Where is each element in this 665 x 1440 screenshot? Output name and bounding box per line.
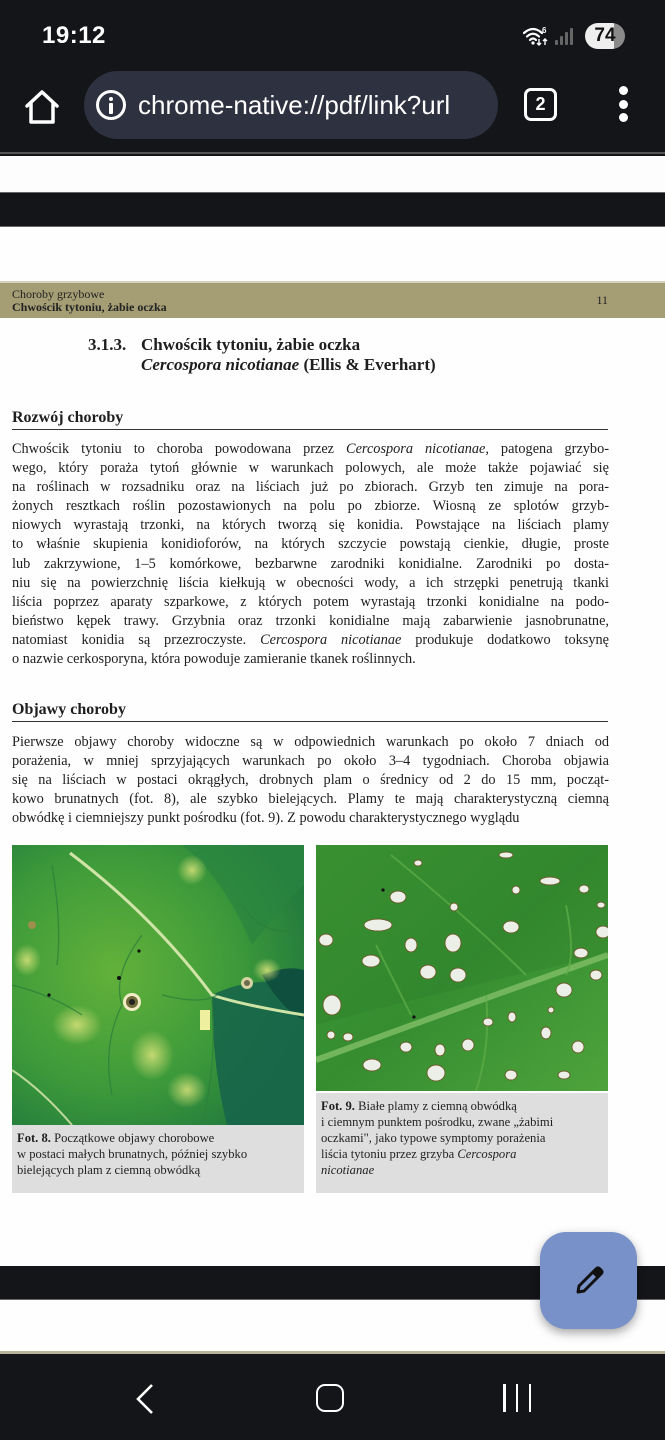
caption-line <box>321 1114 603 1130</box>
page-separator <box>0 193 665 226</box>
text-line <box>12 631 609 650</box>
authors: (Ellis & Everhart) <box>303 355 436 374</box>
latin-name: Cercospora nicotianae <box>141 355 300 374</box>
italic-run: Cercospora nicotianae, <box>346 441 489 457</box>
text-run: produkuje dodatkowo toksynę <box>401 631 609 648</box>
caption-fot-9 <box>316 1093 608 1193</box>
text-run: liścia poprzez aparaty szparkowe, z których potem wyrastają trzonki konidialne na podo- <box>12 593 609 610</box>
url-bar[interactable] <box>84 71 498 139</box>
caption-line <box>321 1098 603 1114</box>
text-run: lub zakrzywione, 1–5 komórkowe, bezbarwne zarodniki konidialne. Zarodniki po dosta- <box>12 555 609 572</box>
figure-label: Fot. 9. <box>321 1099 355 1113</box>
text-run: natomiast konidia są przezroczyste. <box>12 631 261 648</box>
text-run: to właśnie skupienia konidioforów, na których szczycie powstają cienkie, długie, proste <box>12 536 609 553</box>
signal-icon <box>555 27 573 45</box>
annotate-fab-button[interactable] <box>540 1232 637 1329</box>
back-icon[interactable] <box>130 1381 160 1417</box>
text-run: na roślinach w rozsadniku oraz na liściach już po zbiorach. Grzyb ten zimuje na pora- <box>12 479 609 496</box>
status-time: 19:12 <box>42 22 106 49</box>
more-vert-icon[interactable] <box>610 86 636 122</box>
url-text[interactable]: chrome-native://pdf/link?url <box>138 89 451 120</box>
caption-fot-8 <box>12 1125 304 1193</box>
text-line <box>12 497 609 516</box>
previous-page <box>0 156 665 193</box>
text-line <box>12 809 609 828</box>
text-line <box>12 733 609 752</box>
text-run: oczkami", jako typowe symptomy porażenia <box>321 1131 546 1145</box>
text-run: w postaci małych brunatnych, później szybko <box>17 1147 248 1161</box>
caption-line <box>321 1162 603 1178</box>
text-run: niu się na powierzchnię liścia kiełkują w obecności wody, a ich strzępki penetrują tkanki <box>12 574 609 591</box>
running-head-topic: Chwościk tytoniu, żabie oczka <box>12 300 167 314</box>
text-line <box>12 459 609 478</box>
text-line <box>12 516 609 535</box>
text-run: Chwościk tytoniu to choroba powodowana przez <box>12 441 347 457</box>
home-nav-icon[interactable] <box>316 1384 344 1412</box>
text-run: bielejących plam z ciemną obwódką <box>17 1163 201 1177</box>
text-run: Początkowe objawy chorobowe <box>50 1131 215 1145</box>
figure-label: Fot. 8. <box>17 1131 51 1145</box>
pencil-icon <box>572 1264 606 1298</box>
text-run: wego, który poraża tytoń głównie w warunkach polowych, ale może także pojawiać się <box>12 460 609 477</box>
leaf-photo-frog-eye-spots <box>316 845 608 1091</box>
text-run: o nazwie cerkosporyna, która powoduje zamieranie tkanek roślinnych. <box>12 651 416 668</box>
italic-run: Cercospora nicotianae <box>260 631 402 648</box>
text-line <box>12 478 609 497</box>
chapter-title: Chwościk tytoniu, żabie oczka <box>141 335 361 354</box>
chapter-latin-name <box>141 355 436 375</box>
caption-line <box>17 1130 299 1146</box>
page-number: 11 <box>596 293 608 307</box>
text-run: Białe plamy z ciemną obwódką <box>354 1099 517 1113</box>
text-line <box>12 593 609 612</box>
caption-line <box>17 1146 299 1162</box>
text-run: się na liściach w postaci okrągłych, drobnych plam o średnicy od 2 do 15 mm, począt- <box>12 772 609 789</box>
text-run: obwódkę i ciemniejszy punkt pośrodku (fot. 9). Z powodu charakterystycznego wyglądu <box>12 810 520 827</box>
text-run: niowych wyrastają trzonki, na których tworzą się konidia. Powstające na liściach plamy <box>12 517 609 534</box>
pdf-viewer[interactable] <box>0 156 665 1354</box>
battery-icon: 74 <box>585 23 625 49</box>
wifi-icon <box>523 25 549 47</box>
text-run: liścia tytoniu przez grzyba <box>321 1147 458 1161</box>
caption-line <box>321 1130 603 1146</box>
home-icon[interactable] <box>22 87 62 127</box>
paragraph-symptoms <box>12 733 609 828</box>
status-icons <box>523 22 625 50</box>
info-icon[interactable] <box>96 90 126 120</box>
photo-fot-9 <box>316 845 608 1091</box>
text-line <box>12 771 609 790</box>
caption-line <box>17 1162 299 1178</box>
text-run: bieństwo kępek trawy. Grzybnia oraz trzonki konidialne mają zabarwienie jasnobrunatne, <box>12 612 609 629</box>
text-line <box>12 535 609 554</box>
status-bar <box>0 0 665 70</box>
photo-fot-8 <box>12 845 304 1125</box>
text-run: żonych resztkach roślin pozostawionych na polu po zbiorze. Wiosną ze splotów grzyb- <box>12 498 609 515</box>
text-run: patogena grzybo- <box>488 441 609 457</box>
text-run: porażenia, w mniej sprzyjających warunkach po około 3–4 tygodniach. Choroba objawia <box>12 753 609 770</box>
system-nav-bar <box>0 1357 665 1440</box>
running-head <box>0 281 665 318</box>
text-line <box>12 612 609 631</box>
text-line <box>12 574 609 593</box>
browser-toolbar <box>0 70 665 154</box>
italic-run: nicotianae <box>321 1163 375 1177</box>
text-line <box>12 555 609 574</box>
text-run: kowo brunatnych (fot. 8), ale szybko bielejących. Plamy te mają charakterystyczną ciemną <box>12 791 609 808</box>
running-head-section: Choroby grzybowe <box>12 287 105 301</box>
pdf-page <box>0 226 665 1266</box>
tab-switcher-icon[interactable]: 2 <box>524 88 557 121</box>
chapter-number: 3.1.3. <box>88 335 127 354</box>
recent-apps-icon[interactable] <box>503 1384 531 1412</box>
section-heading-development: Rozwój choroby <box>12 409 608 430</box>
text-line <box>12 440 609 459</box>
text-run: Pierwsze objawy choroby widoczne są w odpowiednich warunkach po około 7 dniach od <box>12 734 609 750</box>
caption-line <box>321 1146 603 1162</box>
text-run: i ciemnym punktem pośrodku, zwane „żabimi <box>321 1115 554 1129</box>
leaf-photo-early-symptoms <box>12 845 304 1125</box>
text-line <box>12 752 609 771</box>
text-line <box>12 650 609 669</box>
paragraph-development <box>12 440 609 669</box>
italic-run: Cercospora <box>457 1147 517 1161</box>
text-line <box>12 790 609 809</box>
wifi-label: 6 <box>542 26 547 35</box>
section-heading-symptoms: Objawy choroby <box>12 701 608 722</box>
